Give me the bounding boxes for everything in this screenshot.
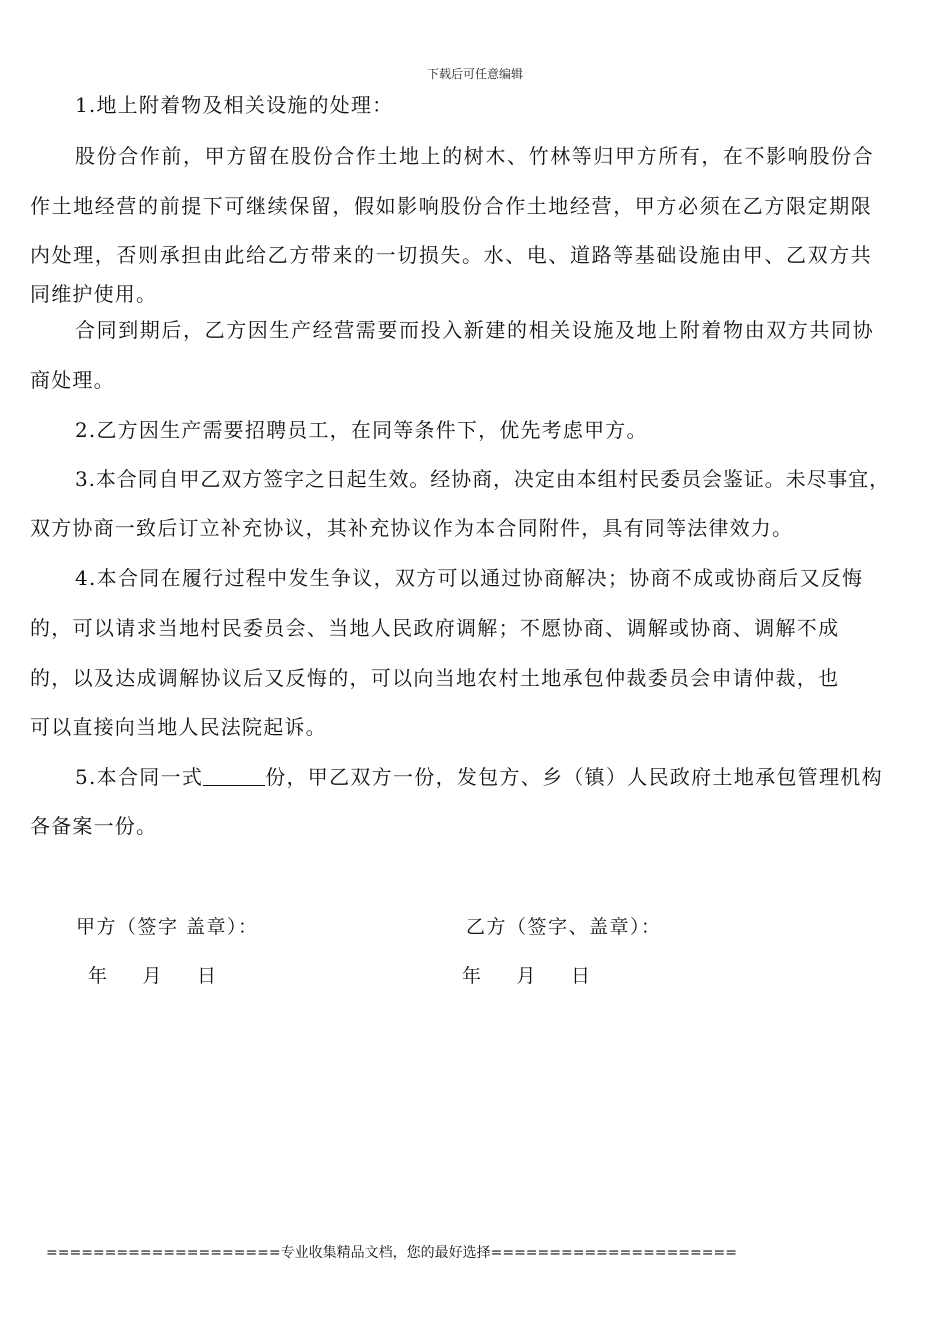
- section-5-line-1-after-blank: 份，甲乙双方一份，发包方、乡（镇）人民政府土地承包管理机构: [265, 765, 883, 789]
- section-4-line-4: 可以直接向当地人民法院起诉。: [30, 715, 327, 739]
- party-a-date: [88, 963, 252, 989]
- party-b-signature-label: 乙方（签字、盖章）：: [466, 916, 662, 938]
- party-b-date-year: 年: [462, 965, 483, 987]
- section-5-line-2: 各备案一份。: [30, 814, 158, 838]
- section-4-line-1: 4.本合同在履行过程中发生争议，双方可以通过协商解决；协商不成或协商后又反悔: [75, 566, 864, 590]
- section-4-line-3: 的，以及达成调解协议后又反悔的，可以向当地农村土地承包仲裁委员会申请仲裁，也: [30, 666, 840, 690]
- section-1-paragraph-1-line-4: 同维护使用。: [30, 282, 158, 306]
- section-1-paragraph-2-line-1: 合同到期后，乙方因生产经营需要而投入新建的相关设施及地上附着物由双方共同协: [75, 318, 875, 342]
- section-1-paragraph-1-line-3: 内处理，否则承担由此给乙方带来的一切损失。水、电、道路等基础设施由甲、乙双方共: [30, 243, 873, 267]
- section-1-paragraph-1-line-2: 作土地经营的前提下可继续保留，假如影响股份合作土地经营，甲方必须在乙方限定期限: [30, 194, 873, 218]
- section-1-paragraph-2-line-2: 商处理。: [30, 368, 115, 392]
- party-a-date-year: 年: [88, 965, 109, 987]
- party-a-signature-label: 甲方（签字 盖章）：: [76, 916, 259, 938]
- section-5-line-1-before-blank: 5.本合同一式: [75, 765, 204, 789]
- page-header-note: 下载后可任意编辑: [426, 67, 523, 81]
- section-5-line-1: [75, 764, 883, 790]
- section-2-line-1: 2.乙方因生产需要招聘员工，在同等条件下，优先考虑甲方。: [75, 418, 648, 442]
- copies-count-blank: [203, 767, 265, 786]
- section-1-heading: 1.地上附着物及相关设施的处理：: [75, 93, 394, 117]
- party-a-date-month: 月: [142, 965, 164, 987]
- party-b-date-month: 月: [516, 965, 538, 987]
- section-4-line-2: 的，可以请求当地村民委员会、当地人民政府调解；不愿协商、调解或协商、调解不成: [30, 616, 840, 640]
- section-3-line-2: 双方协商一致后订立补充协议，其补充协议作为本合同附件，具有同等法律效力。: [30, 516, 794, 540]
- page-footer: ====================专业收集精品文档，您的最好选择=====================: [46, 1245, 737, 1261]
- party-b-date: [462, 963, 626, 989]
- party-a-date-day: 日: [197, 965, 218, 987]
- party-b-date-day: 日: [571, 965, 592, 987]
- section-3-line-1: 3.本合同自甲乙双方签字之日起生效。经协商，决定由本组村民委员会鉴证。未尽事宜，: [75, 467, 891, 491]
- section-1-paragraph-1-line-1: 股份合作前，甲方留在股份合作土地上的树木、竹林等归甲方所有，在不影响股份合: [75, 144, 875, 168]
